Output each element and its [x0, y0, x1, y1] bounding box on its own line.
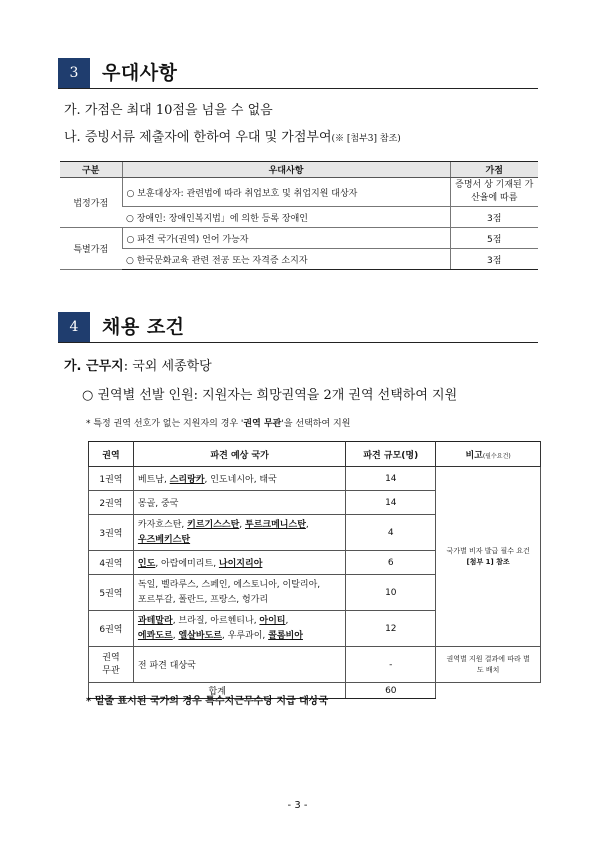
count-cell: 14: [346, 467, 436, 491]
country-underlined: 엘살바도르: [178, 630, 222, 641]
region-text: 무관: [102, 665, 120, 676]
region-cell: [89, 647, 134, 683]
country-text: ,: [285, 615, 289, 626]
header-remark: [436, 442, 541, 467]
country-text: , 인도네시아, 태국: [204, 475, 277, 485]
countries-cell: [133, 467, 345, 491]
header-countries: 파견 예상 국가: [133, 442, 345, 467]
country-underlined: 콜롬비아: [268, 630, 303, 641]
workplace-value: : 국외 세종학당: [123, 359, 212, 374]
table-row: [60, 178, 538, 207]
total-value: 60: [346, 683, 436, 699]
points-cell: 증명서 상 기재된 가산율에 따름: [450, 178, 538, 207]
region-cell: 4권역: [89, 551, 134, 575]
header-count: 파견 규모(명): [346, 442, 436, 467]
workplace-label: 가. 근무지: [64, 359, 124, 374]
countries-cell: [133, 611, 345, 647]
country-text: , 브라질, 아르헨티나,: [172, 615, 260, 626]
table-row: [89, 647, 541, 683]
country-underlined: 인도: [137, 559, 156, 569]
region-note: [86, 416, 350, 429]
count-cell: 4: [346, 515, 436, 551]
region-cell: 6권역: [89, 611, 134, 647]
country-underlined: 과테말라: [137, 615, 173, 626]
country-text: ,: [172, 630, 179, 641]
preference-table-header: [60, 162, 538, 178]
table-row: [89, 467, 541, 491]
count-cell: 6: [346, 551, 436, 575]
country-underlined: 스리랑카: [169, 475, 205, 485]
country-underlined: 나이지리아: [218, 559, 263, 569]
country-text: 독일, 벨라루스, 스페인, 에스토니아, 이탈리아,: [137, 579, 321, 590]
header-remark-note: (필수요건): [482, 452, 511, 460]
total-label: 합계: [89, 683, 346, 699]
header-remark-label: 비고: [465, 450, 483, 461]
region-note-bold: 권역 무관: [243, 419, 282, 429]
header-points: 가점: [450, 162, 538, 178]
points-cell: 5점: [450, 228, 538, 249]
header-category: 구분: [60, 162, 122, 178]
item-cell: ○ 한국문화교육 관련 전공 또는 자격증 소지자: [122, 249, 450, 270]
count-cell: 14: [346, 491, 436, 515]
count-cell: -: [346, 647, 436, 683]
remark-bold: [첨부 1] 참조: [466, 557, 510, 566]
table-row: [60, 207, 538, 228]
item-cell: ○ 장애인: 장애인복지법」에 의한 등록 장애인: [122, 207, 450, 228]
countries-cell: 전 파견 대상국: [133, 647, 345, 683]
region-note-post: '을 선택하여 지원: [281, 419, 351, 429]
countries-cell: 몽골, 중국: [133, 491, 345, 515]
section-3-header: [58, 58, 538, 89]
region-table-header: [89, 442, 541, 467]
table-row: [60, 228, 538, 249]
region-cell: 5권역: [89, 575, 134, 611]
header-item: 우대사항: [122, 162, 450, 178]
quota-bullet: ○ 권역별 선발 인원: 지원자는 희망권역을 2개 권역 선택하여 지원: [82, 388, 458, 403]
section-3-number: 3: [58, 58, 90, 88]
region-table: [88, 441, 541, 699]
points-cell: 3점: [450, 207, 538, 228]
count-cell: 10: [346, 575, 436, 611]
region-cell: 3권역: [89, 515, 134, 551]
section-3-line-2: [64, 126, 401, 145]
table-row: [60, 249, 538, 270]
region-cell: 1권역: [89, 467, 134, 491]
footnote: * 밑줄 표시된 국가의 경우 특수지근무수당 지급 대상국: [86, 696, 329, 707]
countries-cell: [133, 515, 345, 551]
section-4-title: 채용 조건: [102, 316, 185, 338]
country-text: , 아랍에미리트,: [155, 559, 219, 569]
page-number: - 3 -: [287, 800, 308, 811]
preference-table: [60, 161, 538, 270]
section-3-title: 우대사항: [102, 62, 178, 84]
country-underlined: 아이티: [259, 615, 286, 626]
empty-cell: [436, 683, 541, 699]
country-underlined: 키르기스스탄: [187, 519, 240, 530]
country-underlined: 투르크메니스탄: [245, 519, 306, 530]
region-note-pre: * 특정 권역 선호가 없는 지원자의 경우 ': [86, 419, 244, 429]
country-text: 베트남,: [137, 475, 170, 485]
section-3-line-2-note: (※ [첨부3] 참조): [331, 134, 401, 144]
country-text: ,: [239, 519, 246, 530]
header-region: 권역: [89, 442, 134, 467]
country-underlined: 우즈베키스탄: [137, 534, 191, 545]
points-cell: 3점: [450, 249, 538, 270]
country-text: 포르투갈, 폴란드, 프랑스, 헝가리: [137, 594, 269, 605]
remark-cell: 권역별 지원 결과에 따라 별도 배치: [436, 647, 541, 683]
category-cell: 특별가점: [60, 228, 122, 270]
section-3-line-2-main: 나. 증빙서류 제출자에 한하여 우대 및 가점부여: [64, 130, 332, 145]
category-cell: 법정가점: [60, 178, 122, 228]
region-text: 권역: [102, 652, 120, 663]
remark-cell: [436, 467, 541, 647]
remark-text: 국가별 비자 발급 필수 요건: [446, 546, 530, 555]
country-text: ,: [305, 519, 309, 530]
region-cell: 2권역: [89, 491, 134, 515]
section-4-number: 4: [58, 312, 90, 342]
country-underlined: 에콰도르: [137, 630, 173, 641]
workplace-line: [64, 355, 212, 374]
section-4-header: [58, 312, 538, 343]
section-3-line-1: 가. 가점은 최대 10점을 넘을 수 없음: [64, 103, 273, 118]
country-text: 카자흐스탄,: [137, 519, 188, 530]
countries-cell: [133, 551, 345, 575]
count-cell: 12: [346, 611, 436, 647]
item-cell: ○ 보훈대상자: 관련법에 따라 취업보호 및 취업지원 대상자: [122, 178, 450, 207]
countries-cell: [133, 575, 345, 611]
country-text: , 우루과이,: [221, 630, 269, 641]
item-cell: ○ 파견 국가(권역) 언어 가능자: [122, 228, 450, 249]
